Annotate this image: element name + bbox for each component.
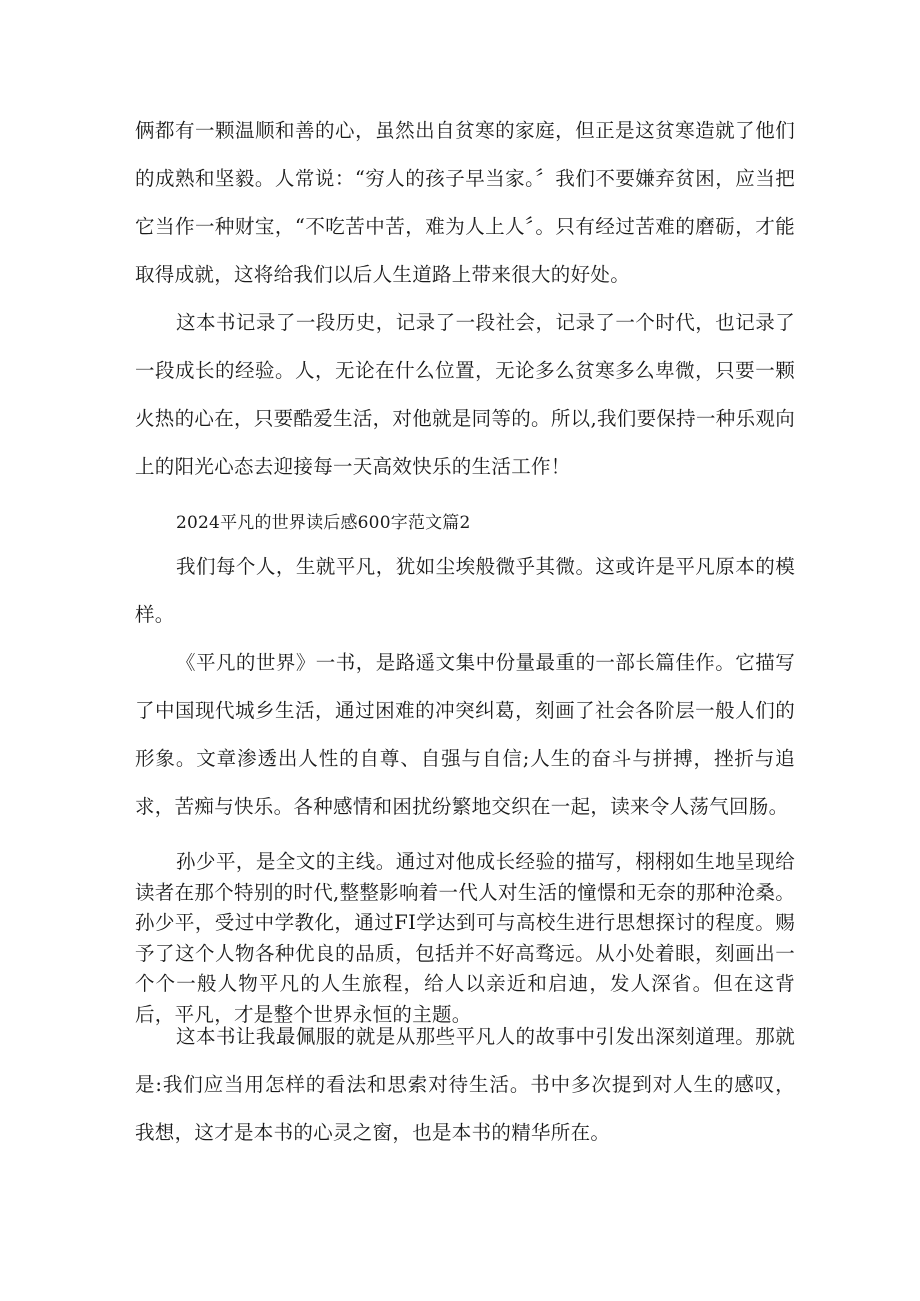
paragraph-ordinary-people: 我们每个人，生就平凡，犹如尘埃般微乎其微。这或许是平凡原本的模样。 [135, 555, 795, 626]
paragraph-poverty-lesson: 俩都有一颗温顺和善的心，虽然出自贫寒的家庭，但正是这贫寒造就了他们的成熟和坚毅。人常说：“穷人的孩子早当家。〞我们不要嫌弃贫困，应当把它当作一种财宝，“不吃苦中苦，难为人上人〞。只有经过苦难的磨砺，才能取得成就，这将给我们以后人生道路上带来很大的好处。 [135, 119, 795, 286]
paragraph-sun-shaoping: 孙少平，是全文的主线。通过对他成长经验的描写，栩栩如生地呈现给读者在那个特别的时代,整整影响着一代人对生活的憧憬和无奈的那种沧桑。孙少平，受过中学教化，通过FI学达到可与高校生进行思想探讨的程度。赐予了这个人物各种优良的品质，包括并不好高骛远。从小处着眼，刻画出一个个一般人物平凡的人生旅程，给人以亲近和启迪，发人深省。但在这背后，平凡，才是整个世界永恒的主题。 [135, 850, 795, 1026]
paragraph-book-intro: 《平凡的世界》一书，是路遥文集中份量最重的一部长篇佳作。它描写了中国现代城乡生活，通过困难的冲突纠葛，刻画了社会各阶层一般人们的形象。文章渗透出人性的自尊、自强与自信;人生的奋斗与拼搏，挫折与追求，苦痴与快乐。各种感情和困扰纷繁地交织在一起，读来令人荡气回肠。 [135, 651, 795, 818]
section-heading: 2024平凡的世界读后感600字范文篇2 [176, 513, 471, 533]
paragraph-deep-truth: 这本书让我最佩服的就是从那些平凡人的故事中引发出深刻道理。那就是:我们应当用怎样的看法和思索对待生活。书中多次提到对人生的感叹，我想，这才是本书的心灵之窗，也是本书的精华所在。 [135, 1025, 795, 1144]
paragraph-book-records: 这本书记录了一段历史，记录了一段社会，记录了一个时代，也记录了一段成长的经验。人，无论在什么位置，无论多么贫寒多么卑微，只要一颗火热的心在，只要酷爱生活，对他就是同等的。所以,我们要保持一种乐观向上的阳光心态去迎接每一天高效快乐的生活工作！ [135, 311, 795, 478]
